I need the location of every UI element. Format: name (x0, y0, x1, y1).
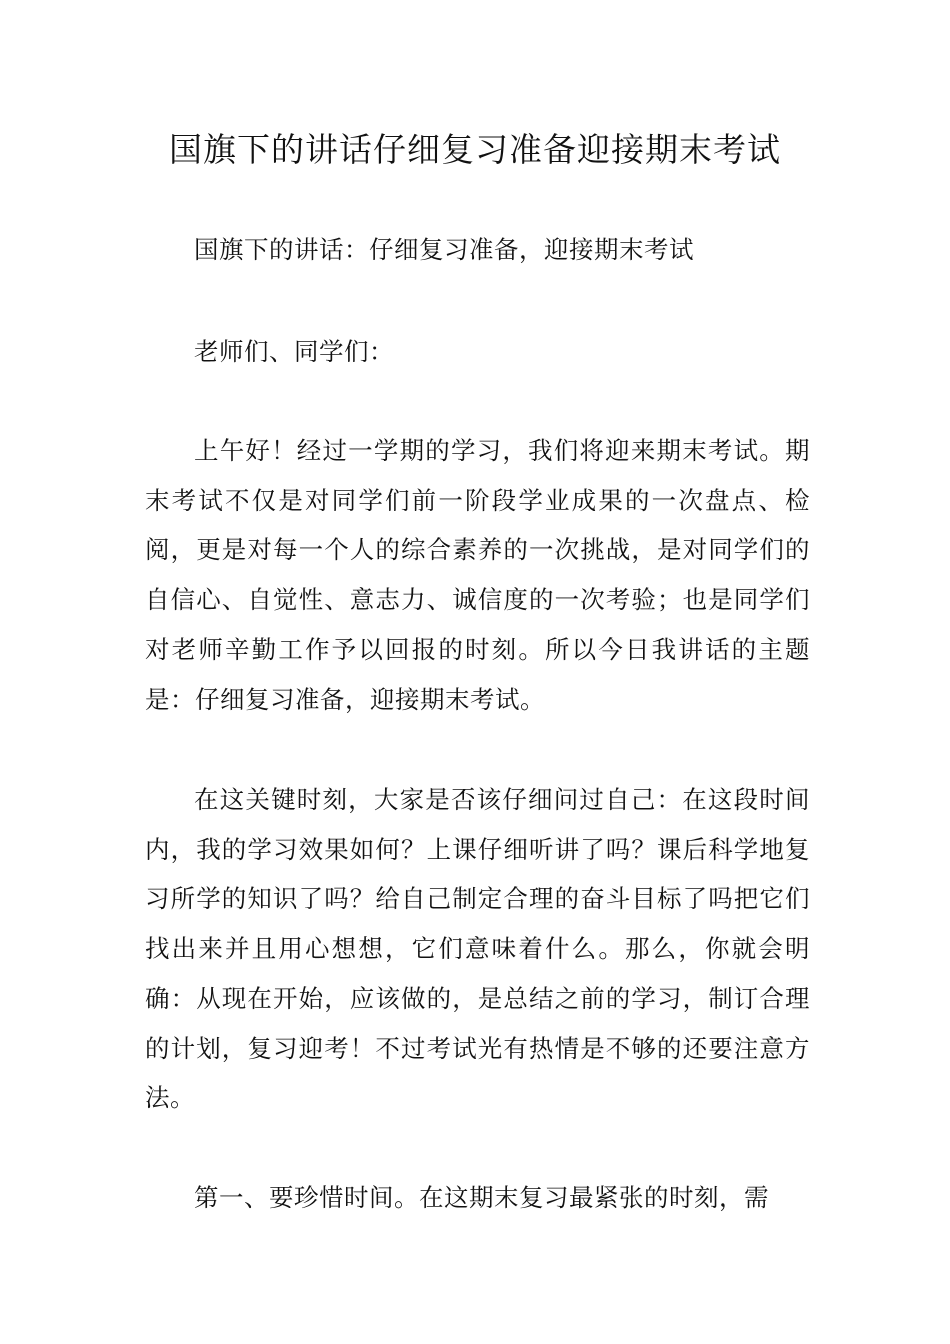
document-title: 国旗下的讲话仔细复习准备迎接期末考试 (169, 130, 781, 169)
body-paragraph: 第一、要珍惜时间。在这期末复习最紧张的时刻，需 (194, 1183, 769, 1212)
salutation: 老师们、同学们： (194, 337, 394, 366)
body-paragraph: 上午好！经过一学期的学习，我们将迎来期末考试。期末考试不仅是对同学们前一阶段学业成果的一次盘点、检阅，更是对每一个人的综合素养的一次挑战，是对同学们的自信心、自觉性、意志力、诚信度的一次考验；也是同学们对老师辛勤工作予以回报的时刻。所以今日我讲话的主题是：仔细复习准备，迎接期末考试。 (145, 436, 810, 714)
body-paragraph: 在这关键时刻，大家是否该仔细问过自己：在这段时间内，我的学习效果如何？上课仔细听讲了吗？课后科学地复习所学的知识了吗？给自己制定合理的奋斗目标了吗把它们找出来并且用心想想，它们意味着什么。那么，你就会明确：从现在开始，应该做的，是总结之前的学习，制订合理的计划，复习迎考！不过考试光有热情是不够的还要注意方法。 (145, 785, 810, 1113)
document-subtitle: 国旗下的讲话：仔细复习准备，迎接期末考试 (194, 235, 694, 264)
